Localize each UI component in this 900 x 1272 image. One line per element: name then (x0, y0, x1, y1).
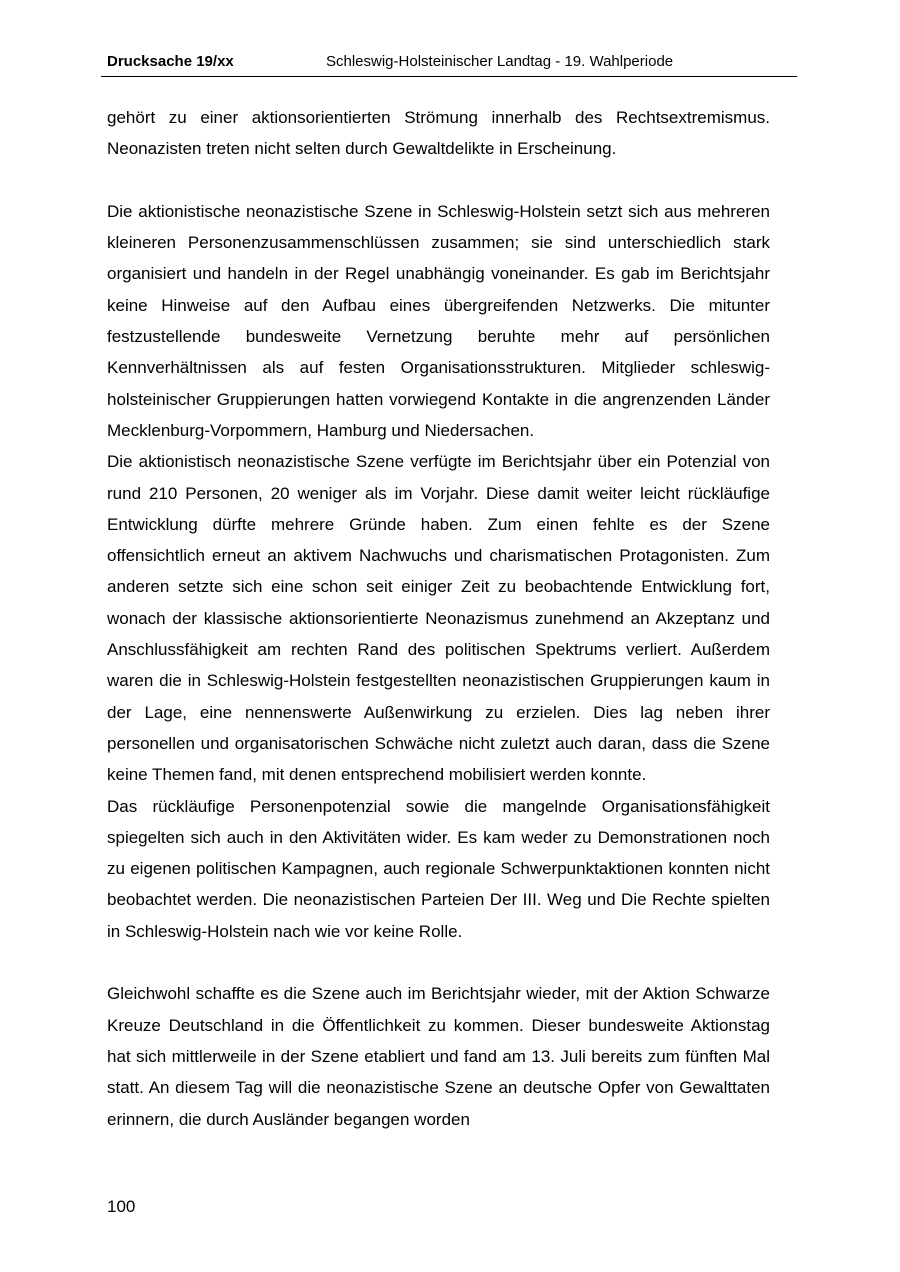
paragraph: Die aktionistisch neonazistische Szene verfügte im Berichtsjahr über ein Potenzial von rund 210 Personen, 20 weniger als im Vorjahr. Diese damit weiter leicht rückläufige Entwicklung dürfte mehrere Gründe haben. Zum einen fehlte es der Szene offensichtlich erneut an aktivem Nachwuchs und charismatischen Protagonisten. Zum anderen setzte sich eine schon seit einiger Zeit zu beobachtende Entwicklung fort, wonach der klassische aktionsorientierte Neonazismus zunehmend an Akzeptanz und Anschlussfähigkeit am rechten Rand des politischen Spektrums verliert. Außerdem waren die in Schleswig-Holstein festgestellten neonazistischen Gruppierungen kaum in der Lage, eine nennenswerte Außenwirkung zu erzielen. Dies lag neben ihrer personellen und organisatorischen Schwäche nicht zuletzt auch daran, dass die Szene keine Themen fand, mit denen entsprechend mobilisiert werden konnte. (107, 452, 770, 785)
document-reference: Drucksache 19/xx (107, 53, 234, 70)
body-text (107, 102, 770, 1135)
page-number: 100 (107, 1197, 136, 1216)
page-header (101, 50, 797, 77)
paragraph: Die aktionistische neonazistische Szene in Schleswig-Holstein setzt sich aus mehreren kleineren Personenzusammenschlüssen zusammen; sie sind unterschiedlich stark organisiert und handeln in der Regel unabhängig voneinander. Es gab im Berichtsjahr keine Hinweise auf den Aufbau eines übergreifenden Netzwerks. Die mitunter festzustellende bundesweite Vernetzung beruhte mehr auf persönlichen Kennverhältnissen als auf festen Organisationsstrukturen. Mitglieder schleswig-holsteinischer Gruppierungen hatten vorwiegend Kontakte in die angrenzenden Länder Mecklenburg-Vorpommern, Hamburg und Niedersachen. (107, 201, 770, 440)
paragraph: Gleichwohl schaffte es die Szene auch im Berichtsjahr wieder, mit der Aktion Schwarze Kreuze Deutschland in die Öffentlichkeit zu kommen. Dieser bundesweite Aktionstag hat sich mittlerweile in der Szene etabliert und fand am 13. Juli bereits zum fünften Mal statt. An diesem Tag will die neonazistische Szene an deutsche Opfer von Gewalttaten erinnern, die durch Ausländer begangen worden (107, 984, 770, 1129)
paragraph: gehört zu einer aktionsorientierten Strömung innerhalb des Rechtsextremismus. Neonazisten treten nicht selten durch Gewaltdelikte in Erscheinung. (107, 108, 770, 159)
paragraph: Das rückläufige Personenpotenzial sowie die mangelnde Organisationsfähigkeit spiegelten sich auch in den Aktivitäten wider. Es kam weder zu Demonstrationen noch zu eigenen politischen Kampagnen, auch regionale Schwerpunktaktionen konnten nicht beobachtet werden. Die neonazistischen Parteien Der III. Weg und Die Rechte spielten in Schleswig-Holstein nach wie vor keine Rolle. (107, 796, 770, 941)
header-title: Schleswig-Holsteinischer Landtag - 19. Wahlperiode (326, 53, 674, 70)
